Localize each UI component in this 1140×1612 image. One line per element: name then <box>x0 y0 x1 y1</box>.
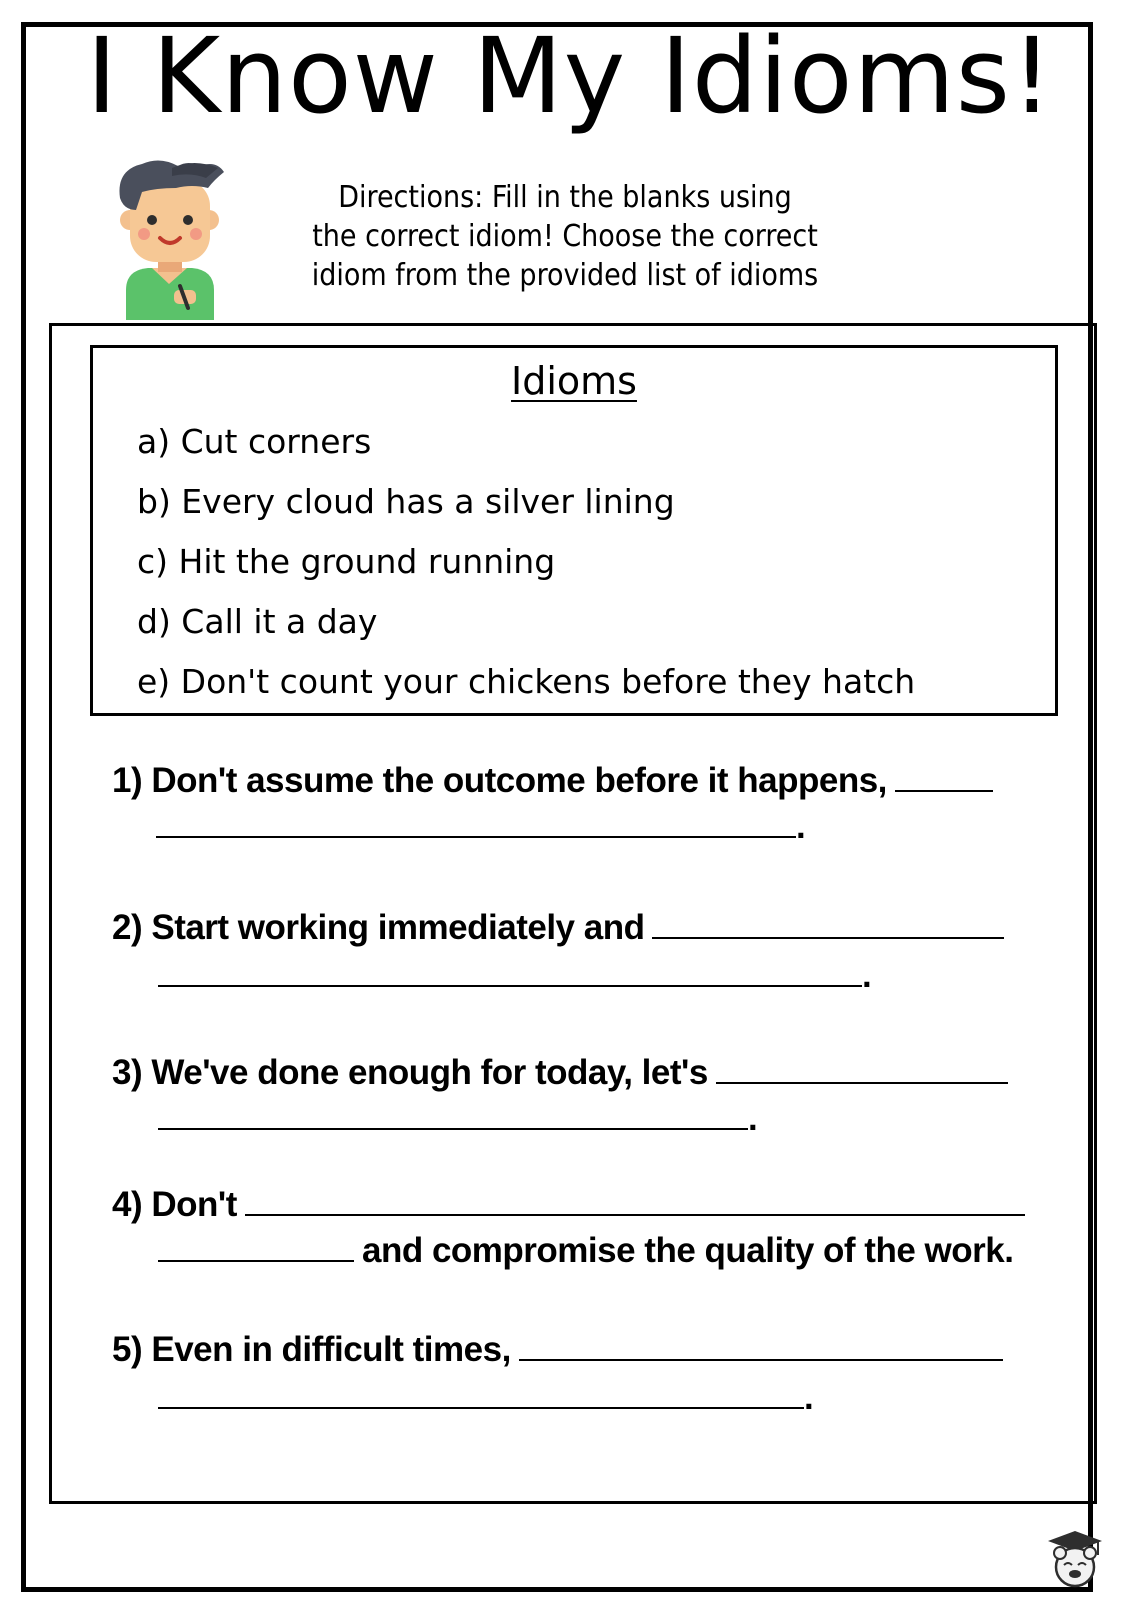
question-5-text: 5) Even in difficult times, <box>112 1330 511 1369</box>
question-4-end: and compromise the quality of the work. <box>362 1231 1014 1270</box>
directions-text: Directions: Fill in the blanks using the correct idiom! Choose the correct idiom from the provided list of idioms <box>311 180 819 293</box>
answer-blank-4b[interactable] <box>158 1226 354 1262</box>
answer-blank-4a[interactable] <box>245 1180 1025 1216</box>
idiom-item: c) Hit the ground running <box>137 542 556 581</box>
idiom-list <box>137 412 915 712</box>
question-5-end: . <box>804 1378 814 1417</box>
answer-blank-1a[interactable] <box>895 756 993 792</box>
question-1-end: . <box>796 807 806 846</box>
answer-blank-3a[interactable] <box>716 1048 1008 1084</box>
answer-blank-5b[interactable] <box>158 1373 804 1409</box>
answer-blank-5a[interactable] <box>519 1325 1003 1361</box>
answer-blank-3b[interactable] <box>158 1094 748 1130</box>
answer-blank-2a[interactable] <box>652 903 1004 939</box>
idiom-item: a) Cut corners <box>137 422 372 461</box>
idiom-item: d) Call it a day <box>137 602 378 641</box>
answer-blank-1b[interactable] <box>156 802 796 838</box>
idiom-item: b) Every cloud has a silver lining <box>137 482 675 521</box>
student-boy-icon <box>112 158 227 320</box>
idiom-item: e) Don't count your chickens before they hatch <box>137 662 916 701</box>
question-1-text: 1) Don't assume the outcome before it happens, <box>112 761 887 800</box>
question-2-text: 2) Start working immediately and <box>112 908 645 947</box>
graduate-cap-mascot-icon <box>1044 1527 1106 1589</box>
answer-blank-2b[interactable] <box>158 951 862 987</box>
idiom-list-box <box>90 345 1058 716</box>
question-4-text: 4) Don't <box>112 1185 237 1224</box>
question-3-text: 3) We've done enough for today, let's <box>112 1053 708 1092</box>
question-3-end: . <box>748 1099 758 1138</box>
worksheet-title: I Know My Idioms! <box>86 15 1054 137</box>
question-2-end: . <box>862 956 872 995</box>
idioms-heading: Idioms <box>511 359 637 403</box>
